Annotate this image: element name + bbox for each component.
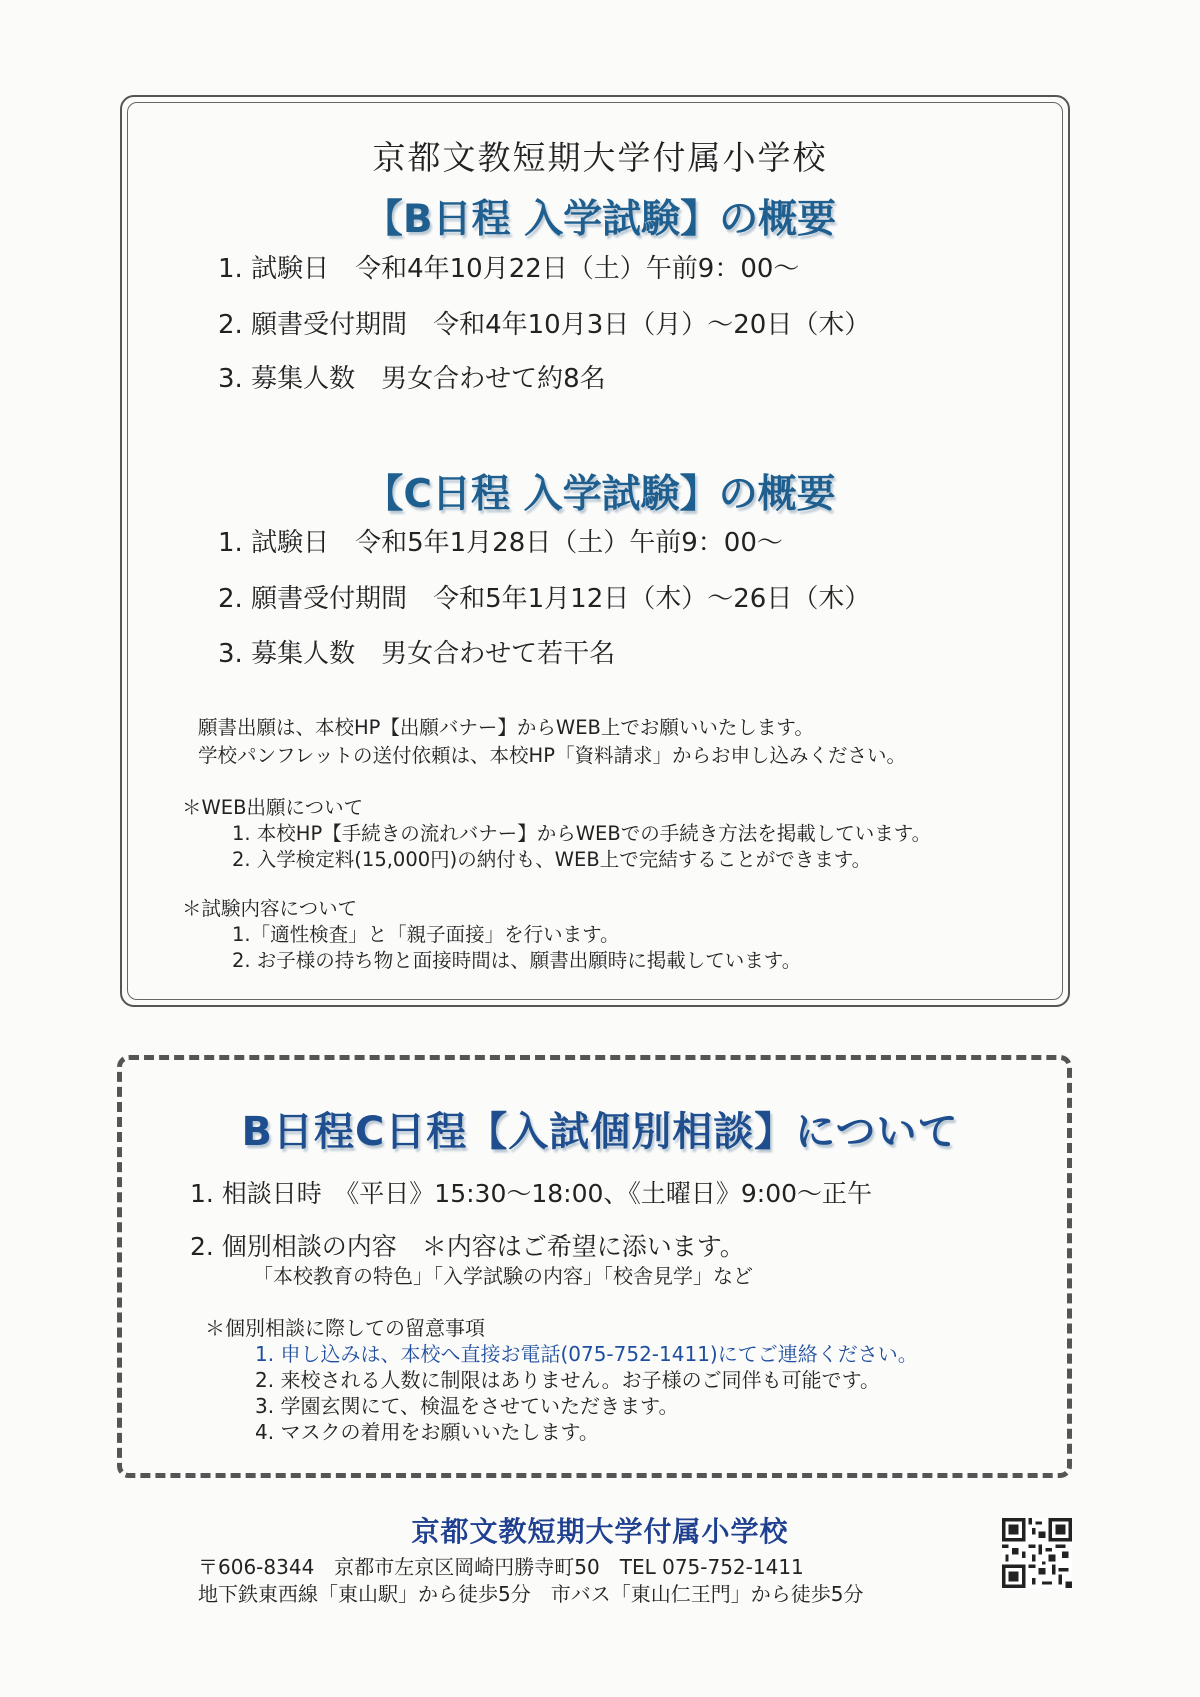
exam-heading: ＊試験内容について	[182, 897, 358, 920]
consult-content: 2. 個別相談の内容 ＊内容はご希望に添います。	[190, 1232, 745, 1261]
footer-school-name: 京都文教短期大学付属小学校	[411, 1515, 789, 1548]
b-exam-date: 1. 試験日 令和4年10月22日（土）午前9：00～	[218, 254, 800, 284]
caution-item-1: 1. 申し込みは、本校へ直接お電話(075-752-1411)にてご連絡ください。	[255, 1342, 918, 1366]
caution-item-3: 3. 学園玄関にて、検温をさせていただきます。	[255, 1394, 679, 1418]
web-item-1: 1. 本校HP【手続きの流れバナー】からWEBでの手続き方法を掲載しています。	[232, 822, 932, 845]
c-exam-date: 1. 試験日 令和5年1月28日（土）午前9：00～	[218, 528, 783, 558]
c-capacity: 3. 募集人数 男女合わせて若干名	[218, 639, 616, 669]
apply-note-1: 願書出願は、本校HP【出願バナー】からWEB上でお願いいたします。	[198, 716, 814, 739]
web-item-2: 2. 入学検定料(15,000円)の納付も、WEB上で完結することができます。	[232, 848, 872, 871]
caution-item-4: 4. マスクの着用をお願いいたします。	[255, 1420, 599, 1444]
caution-heading: ＊個別相談に際しての留意事項	[205, 1316, 485, 1340]
footer-address: 〒606-8344 京都市左京区岡崎円勝寺町50 TEL 075-752-1411	[198, 1555, 804, 1579]
qr-code-icon	[1002, 1518, 1072, 1588]
consult-datetime: 1. 相談日時 《平日》15:30～18:00、《土曜日》9:00～正午	[190, 1179, 873, 1208]
c-schedule-title: 【C日程 入学試験】の概要	[364, 472, 836, 517]
web-heading: ＊WEB出願について	[182, 796, 364, 819]
c-application-period: 2. 願書受付期間 令和5年1月12日（木）～26日（木）	[218, 584, 871, 614]
consult-content-examples: 「本校教育の特色」「入学試験の内容」「校舎見学」など	[253, 1264, 753, 1288]
consultation-title: B日程C日程【入試個別相談】について	[241, 1109, 959, 1155]
school-title: 京都文教短期大学付属小学校	[372, 138, 828, 177]
caution-item-2: 2. 来校される人数に制限はありません。お子様のご同伴も可能です。	[255, 1368, 881, 1392]
b-capacity: 3. 募集人数 男女合わせて約8名	[218, 364, 606, 394]
b-application-period: 2. 願書受付期間 令和4年10月3日（月）～20日（木）	[218, 310, 871, 340]
b-schedule-title: 【B日程 入学試験】の概要	[363, 197, 837, 242]
exam-item-2: 2. お子様の持ち物と面接時間は、願書出願時に掲載しています。	[232, 949, 802, 972]
exam-item-1: 1.「適性検査」と「親子面接」を行います。	[232, 923, 620, 946]
footer-access: 地下鉄東西線「東山駅」から徒歩5分 市バス「東山仁王門」から徒歩5分	[198, 1582, 864, 1606]
apply-note-2: 学校パンフレットの送付依頼は、本校HP「資料請求」からお申し込みください。	[198, 744, 906, 767]
